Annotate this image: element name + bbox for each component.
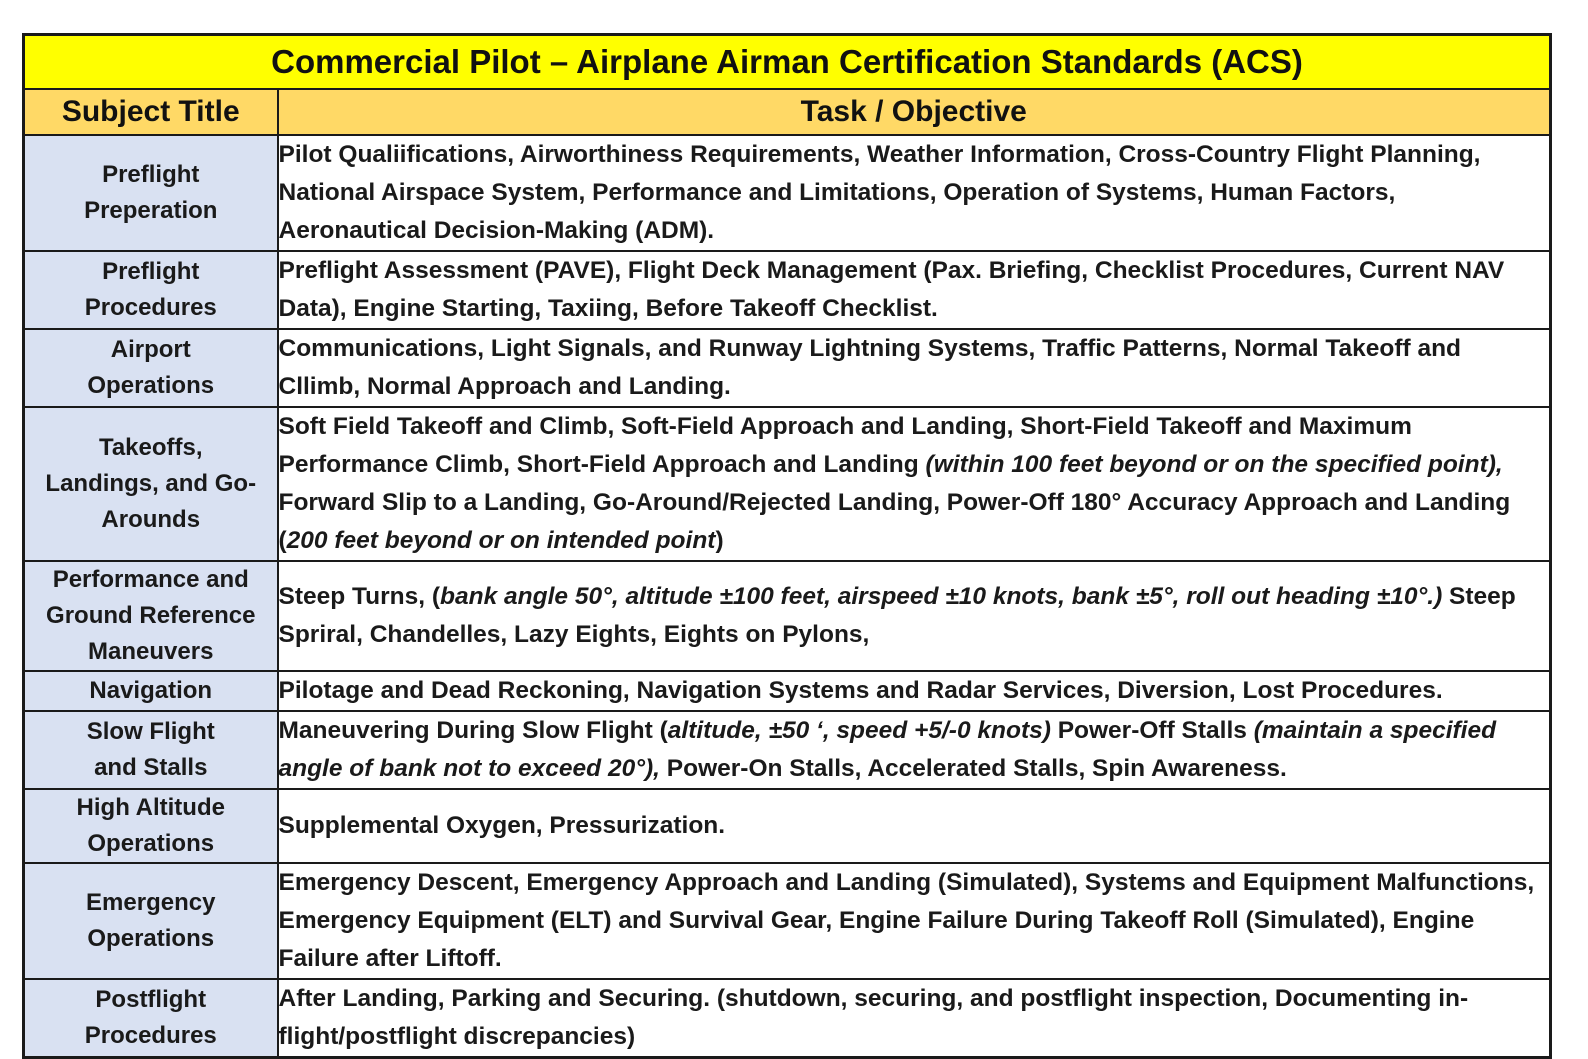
- task-text: Soft Field Takeoff and Climb, Soft-Field Approach and Landing, Short-Field Takeoff and Maximum Performance Climb, Short-Field Approach and Landing: [278, 413, 1412, 478]
- task-text: Supplemental Oxygen, Pressurization.: [278, 812, 726, 839]
- table-row: [24, 863, 1551, 979]
- subject-title-line: Ground Reference: [46, 602, 256, 629]
- table-title: Commercial Pilot – Airplane Airman Certification Standards (ACS): [24, 35, 1551, 90]
- task-text: Steep Turns, (: [278, 583, 441, 610]
- task-objective-cell: [278, 979, 1551, 1058]
- subject-title-line: Performance and: [52, 566, 249, 593]
- title-row: [24, 35, 1551, 90]
- subject-title-line: Landings, and Go-: [45, 470, 257, 497]
- task-objective-cell: [278, 407, 1551, 561]
- task-text: Maneuvering During Slow Flight (: [278, 717, 668, 744]
- acs-table: [22, 33, 1552, 1059]
- task-objective-cell: [278, 863, 1551, 979]
- subject-title-line: Navigation: [89, 677, 213, 704]
- subject-title-cell: [24, 863, 278, 979]
- subject-title-line: Emergency: [86, 889, 216, 916]
- task-note-italic: (within 100 feet beyond or on the specified point),: [925, 451, 1503, 478]
- subject-title-cell: [24, 407, 278, 561]
- subject-title-line: High Altitude: [76, 794, 225, 821]
- subject-title-line: Takeoffs,: [98, 434, 203, 461]
- subject-title-line: Postflight: [95, 986, 207, 1013]
- subject-title-line: Arounds: [101, 506, 201, 533]
- subject-title-line: Procedures: [84, 294, 217, 321]
- subject-title-cell: [24, 711, 278, 789]
- table-row: [24, 789, 1551, 863]
- task-note-italic: 200 feet beyond or on intended point: [286, 527, 716, 554]
- subject-title-line: Operations: [87, 925, 215, 952]
- subject-title-cell: [24, 671, 278, 711]
- acs-table-body: [24, 35, 1551, 1058]
- subject-title-line: Operations: [87, 830, 215, 857]
- task-text: Communications, Light Signals, and Runway Lightning Systems, Traffic Patterns, Normal Takeoff and Cllimb, Normal Approach and Landing.: [278, 335, 1462, 400]
- header-subject-title: Subject Title: [24, 89, 278, 135]
- task-text: Pilotage and Dead Reckoning, Navigation Systems and Radar Services, Diversion, Lost Procedures.: [278, 677, 1443, 704]
- header-row: [24, 89, 1551, 135]
- table-row: [24, 329, 1551, 407]
- task-objective-cell: [278, 135, 1551, 251]
- subject-title-cell: [24, 251, 278, 329]
- task-objective-cell: [278, 329, 1551, 407]
- task-objective-cell: [278, 789, 1551, 863]
- subject-title-cell: [24, 979, 278, 1058]
- task-objective-cell: [278, 251, 1551, 329]
- subject-title-cell: [24, 789, 278, 863]
- subject-title-line: Preperation: [84, 197, 218, 224]
- subject-title-line: and Stalls: [94, 754, 208, 781]
- subject-title-line: Operations: [87, 372, 215, 399]
- task-note-italic: altitude, ±50 ‘, speed +5/-0 knots): [667, 717, 1051, 744]
- task-text: ): [715, 527, 724, 554]
- subject-title-cell: [24, 329, 278, 407]
- task-text: Preflight Assessment (PAVE), Flight Deck Management (Pax. Briefing, Checklist Procedures, Current NAV Data), Engine Starting, Taxiing, Before Takeoff Checklist.: [278, 257, 1505, 322]
- task-note-italic: bank angle 50°, altitude ±100 feet, airspeed ±10 knots, bank ±5°, roll out heading ±10°.): [440, 583, 1443, 610]
- subject-title-line: Airport: [110, 336, 191, 363]
- header-task-objective: Task / Objective: [278, 89, 1551, 135]
- task-text: Forward Slip to a Landing, Go-Around/Rejected Landing, Power-Off 180° Accuracy Approach and Landing (: [278, 489, 1511, 554]
- task-text: Emergency Descent, Emergency Approach and Landing (Simulated), Systems and Equipment Malfunctions, Emergency Equipment (ELT) and Survival Gear, Engine Failure During Takeoff Roll (Simulated), Engine Failure after Liftoff.: [278, 869, 1535, 972]
- table-row: [24, 979, 1551, 1058]
- task-objective-cell: [278, 561, 1551, 671]
- subject-title-cell: [24, 135, 278, 251]
- table-row: [24, 135, 1551, 251]
- table-row: [24, 561, 1551, 671]
- table-row: [24, 407, 1551, 561]
- subject-title-line: Procedures: [84, 1022, 217, 1049]
- subject-title-line: Preflight: [102, 161, 200, 188]
- task-text: Steep Spriral, Chandelles, Lazy Eights, Eights on Pylons,: [278, 583, 1516, 648]
- task-note-italic: (maintain a specified angle of bank not to exceed 20°),: [278, 717, 1497, 782]
- task-text: Pilot Qualiifications, Airworthiness Requirements, Weather Information, Cross-Country Flight Planning, National Airspace System, Performance and Limitations, Operation of Systems, Human Factors, Aeronautical Decision-Making (ADM).: [278, 141, 1481, 244]
- subject-title-line: Maneuvers: [88, 638, 214, 665]
- task-text: Power-On Stalls, Accelerated Stalls, Spin Awareness.: [659, 755, 1287, 782]
- subject-title-line: Preflight: [102, 258, 200, 285]
- table-row: [24, 251, 1551, 329]
- task-text: Power-Off Stalls: [1050, 717, 1254, 744]
- subject-title-cell: [24, 561, 278, 671]
- task-text: After Landing, Parking and Securing. (shutdown, securing, and postflight inspection, Documenting in-flight/postflight discrepancies): [278, 985, 1469, 1050]
- task-objective-cell: [278, 711, 1551, 789]
- task-objective-cell: [278, 671, 1551, 711]
- table-row: [24, 671, 1551, 711]
- table-row: [24, 711, 1551, 789]
- subject-title-line: Slow Flight: [86, 718, 215, 745]
